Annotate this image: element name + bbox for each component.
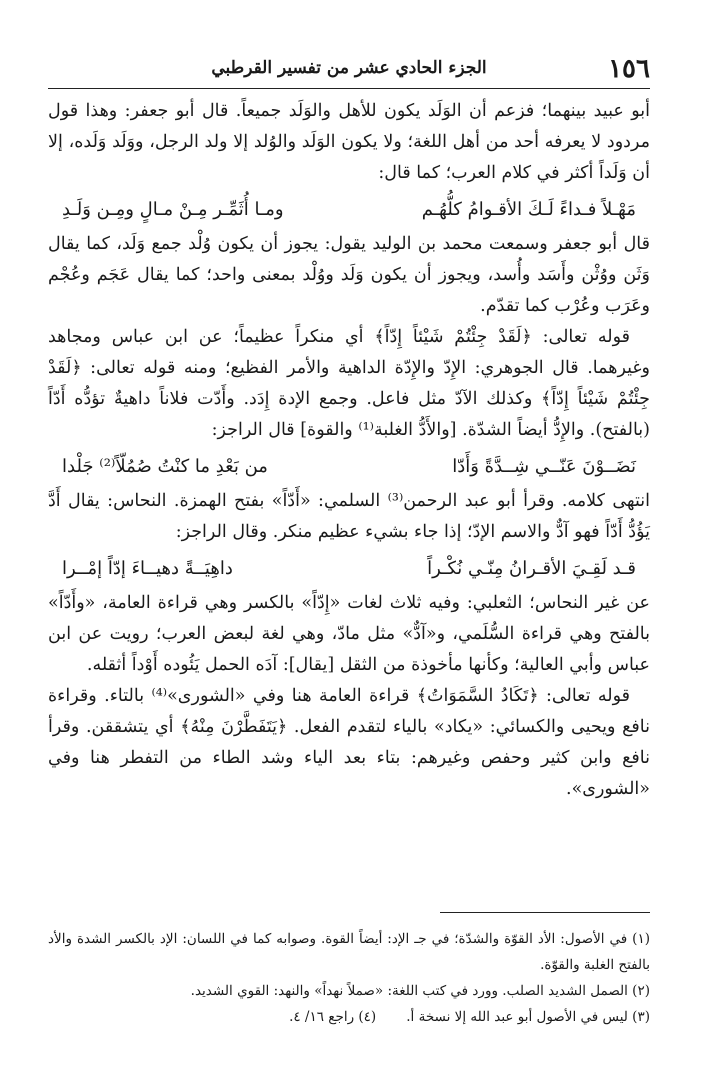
- poem-verse-2: [48, 446, 650, 486]
- footnote-1: (١) في الأصول: الأد القوّة والشدّة؛ في جـ الإد: أيضاً القوة. وصوابه كما في اللسان: الإد بالكسر الشدة والأد بالفتح الغلبة والقوّة.: [48, 931, 650, 973]
- paragraph-2: قال أبو جعفر وسمعت محمد بن الوليد يقول: يجوز أن يكون وُلْد جمع وَلَد، كما يقال وَثَن ووُثْن وأَسَد وأُسد، ويجوز أن يكون وَلَد ووُلْد بمعنى واحد؛ كما يقال عَجَم وعُجْم وعَرَب وعُرْب كما تقدّم.: [48, 234, 650, 316]
- paragraph-3: قوله تعالى: ﴿لَقَدْ جِئْتُمْ شَيْئاً إِدّاً﴾ أي منكراً عظيماً؛ عن ابن عباس ومجاهد وغيرهما. قال الجوهري: الإِدّ والإِدّة الداهية والأمر الفظيع؛ ومنه قوله تعالى: ﴿لَقَدْ جِئْتُمْ شَيْئاً إِدّاً﴾ وكذلك الآدّ مثل فاعل. وجمع الإدة إِدَد. وأَدّت فلاناً داهيةٌ تؤدُّه أَدّاً (بالفتح). والإِدُّ أيضاً الشدّة. [والأَدُّ الغلبة⁽¹⁾ والقوة] قال الراجز:: [48, 327, 650, 440]
- paragraph-6: قوله تعالى: ﴿تَكَادُ السَّمَوَاتُ﴾ قراءة العامة هنا وفي «الشورى»⁽⁴⁾ بالتاء. وقراءة نافع ويحيى والكسائي: «يكاد» بالياء لتقدم الفعل. ﴿يَتَفَطَّرْنَ مِنْهُ﴾ أي يتشققن. وقرأ نافع وابن كثير وحفص وغيرهم: بتاء بعد الياء وشد الطاء من التفطر هنا وفي «الشورى».: [48, 686, 650, 799]
- poem-verse-1: [48, 189, 650, 229]
- paragraph-5: عن غير النحاس؛ الثعلبي: وفيه ثلاث لغات «إِدّاً» بالكسر وهي قراءة العامة، «وأَدّاً» بالفتح وهي قراءة السُّلَمي، و«آدٌّ» مثل مادّ، وهي لغة لبعض العرب؛ رويت عن ابن عباس وأبي العالية؛ وكأنها مأخوذة من الثقل [يقال]: آدَه الحمل يَئُوده أَوْداً أثقله.: [48, 593, 650, 675]
- verse-2-second-hemistich: من بَعْدِ ما كنْتُ صُمُلّاً⁽²⁾ جَلْدا: [62, 455, 268, 477]
- footnote-divider: [440, 912, 650, 913]
- paragraph-4: انتهى كلامه. وقرأ أبو عبد الرحمن⁽³⁾ السلمي: «أَدّاً» بفتح الهمزة. النحاس: يقال أَدَّ يَؤُدُّ أَدّاً فهو آدٌّ والاسم الإدّ؛ إذا جاء بشيء عظيم منكر. وقال الراجز:: [48, 491, 650, 542]
- poem-verse-3: [48, 548, 650, 588]
- page-header: [48, 50, 650, 89]
- paragraph-1: أبو عبيد بينهما؛ فزعم أن الوَلَد يكون للأهل والوَلَد جميعاً. قال أبو جعفر: وهذا قول مردود لا يعرفه أحد من أهل اللغة؛ ولا يكون الوَلَد والوُلد إلا ولد الرجل، ووَلَد وَلَده، إلا أن وَلَداً أكثر في كلام العرب؛ كما قال:: [48, 101, 650, 183]
- footnote-4: (٤) راجع ١٦/ ٤.: [289, 1009, 377, 1025]
- verse-2-first-hemistich: نَضَــوْنَ عَنّــي شِــدَّةً وَأَدّا: [452, 455, 636, 477]
- footnote-3-and-4: [48, 1004, 650, 1030]
- page-number: ١٥٦: [608, 54, 650, 84]
- footnote-2: (٢) الصمل الشديد الصلب. وورد في كتب اللغة: «صملاً نهداً» والنهد: القوي الشديد.: [190, 983, 650, 999]
- footnote-3: (٣) ليس في الأصول أبو عبد الله إلا نسخة أ.: [406, 1009, 650, 1025]
- verse-1-first-hemistich: مَهْـلاً فـداءً لَـكَ الأقـوامُ كلُّهُـم: [421, 198, 636, 220]
- running-title: الجزء الحادي عشر من تفسير القرطبي: [211, 58, 487, 78]
- book-page: [48, 0, 650, 1092]
- verse-3-second-hemistich: داهِيَــةً دهيــاءَ إدّاً إمْــرا: [62, 557, 233, 579]
- verse-1-second-hemistich: ومـا أُثَمِّـر مِـنْ مـالٍ ومِـن وَلَـدِ: [62, 198, 284, 220]
- verse-3-first-hemistich: قـد لَقِـيَ الأقـرانُ مِنّـي نُكْـراً: [427, 557, 636, 579]
- main-text: [48, 96, 650, 805]
- footnotes: [48, 926, 650, 1030]
